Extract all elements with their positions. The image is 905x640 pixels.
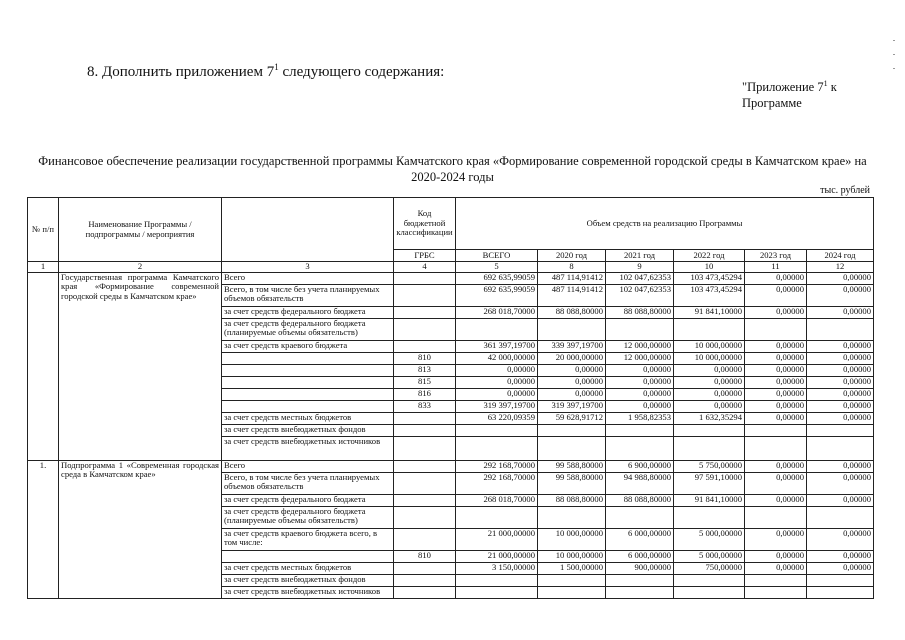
- amount-cell: 292 168,70000: [456, 472, 538, 494]
- amount-cell: [538, 574, 606, 586]
- grbs-code: [394, 506, 456, 528]
- amount-cell: 21 000,00000: [456, 528, 538, 550]
- amount-cell: [674, 424, 745, 436]
- amount-cell: 1 958,82353: [606, 412, 674, 424]
- funding-source-label: Всего: [222, 460, 394, 472]
- funding-source-label: за счет средств внебюджетных источников: [222, 436, 394, 460]
- amount-cell: 900,00000: [606, 562, 674, 574]
- annex-line-1: [742, 76, 837, 95]
- annex-line-2: Программе: [742, 96, 802, 111]
- amount-cell: 292 168,70000: [456, 460, 538, 472]
- unit-label: тыс. рублей: [820, 185, 870, 196]
- heading-superscript: 1: [274, 62, 279, 72]
- amount-cell: 487 114,91412: [538, 284, 606, 306]
- amount-cell: 0,00000: [745, 352, 807, 364]
- amount-cell: 319 397,19700: [538, 400, 606, 412]
- amount-cell: 20 000,00000: [538, 352, 606, 364]
- amount-cell: 0,00000: [745, 306, 807, 318]
- amount-cell: 0,00000: [745, 494, 807, 506]
- amount-cell: 0,00000: [807, 352, 874, 364]
- amount-cell: [745, 574, 807, 586]
- amount-cell: [456, 318, 538, 340]
- funding-source-label: [222, 388, 394, 400]
- amount-cell: [807, 424, 874, 436]
- colnum-cell: 4: [394, 262, 456, 273]
- colnum-cell: 10: [674, 262, 745, 273]
- header-code: Код бюджетной классификации: [394, 198, 456, 250]
- amount-cell: [674, 574, 745, 586]
- grbs-code: [394, 494, 456, 506]
- header-row-1: [28, 198, 874, 250]
- header-grbs: ГРБС: [394, 250, 456, 262]
- amount-cell: 88 088,80000: [606, 306, 674, 318]
- amount-cell: 0,00000: [606, 364, 674, 376]
- amount-cell: 0,00000: [745, 284, 807, 306]
- amount-cell: 0,00000: [745, 528, 807, 550]
- header-2024: 2024 год: [807, 250, 874, 262]
- amount-cell: 0,00000: [807, 364, 874, 376]
- colnum-cell: 8: [538, 262, 606, 273]
- grbs-code: [394, 272, 456, 284]
- amount-cell: [538, 506, 606, 528]
- amount-cell: 6 000,00000: [606, 528, 674, 550]
- amount-cell: [807, 318, 874, 340]
- grbs-code: 815: [394, 376, 456, 388]
- grbs-code: [394, 460, 456, 472]
- amount-cell: 0,00000: [606, 400, 674, 412]
- header-total: ВСЕГО: [456, 250, 538, 262]
- amount-cell: 0,00000: [606, 388, 674, 400]
- amount-cell: [456, 574, 538, 586]
- amount-cell: 0,00000: [745, 364, 807, 376]
- colnum-cell: 3: [222, 262, 394, 273]
- amount-cell: [456, 586, 538, 598]
- heading: [87, 62, 444, 81]
- grbs-code: [394, 562, 456, 574]
- amount-cell: 319 397,19700: [456, 400, 538, 412]
- amount-cell: 1 500,00000: [538, 562, 606, 574]
- amount-cell: [674, 506, 745, 528]
- amount-cell: 0,00000: [745, 376, 807, 388]
- amount-cell: 0,00000: [674, 376, 745, 388]
- header-2021: 2021 год: [606, 250, 674, 262]
- funding-source-label: за счет средств федерального бюджета: [222, 494, 394, 506]
- grbs-code: [394, 412, 456, 424]
- grbs-code: [394, 436, 456, 460]
- amount-cell: 5 000,00000: [674, 528, 745, 550]
- amount-cell: 0,00000: [538, 388, 606, 400]
- amount-cell: 10 000,00000: [674, 340, 745, 352]
- heading-text: 8. Дополнить приложением 7: [87, 64, 275, 80]
- amount-cell: [606, 318, 674, 340]
- amount-cell: 0,00000: [807, 412, 874, 424]
- annex-superscript: 1: [823, 79, 828, 88]
- amount-cell: [674, 318, 745, 340]
- grbs-code: [394, 318, 456, 340]
- amount-cell: 0,00000: [745, 562, 807, 574]
- colnum-cell: 2: [59, 262, 222, 273]
- amount-cell: [606, 436, 674, 460]
- amount-cell: 0,00000: [456, 388, 538, 400]
- amount-cell: 0,00000: [745, 272, 807, 284]
- heading-text-after: следующего содержания:: [278, 64, 445, 80]
- colnum-cell: 5: [456, 262, 538, 273]
- table-body: [28, 272, 874, 598]
- amount-cell: 21 000,00000: [456, 550, 538, 562]
- amount-cell: 692 635,99059: [456, 284, 538, 306]
- amount-cell: [456, 424, 538, 436]
- colnum-cell: 9: [606, 262, 674, 273]
- amount-cell: 99 588,80000: [538, 472, 606, 494]
- header-2023: 2023 год: [745, 250, 807, 262]
- amount-cell: 88 088,80000: [538, 494, 606, 506]
- amount-cell: 0,00000: [745, 388, 807, 400]
- grbs-code: 833: [394, 400, 456, 412]
- header-volume: Объем средств на реализацию Программы: [456, 198, 874, 250]
- amount-cell: [745, 424, 807, 436]
- amount-cell: 0,00000: [807, 494, 874, 506]
- funding-source-label: [222, 376, 394, 388]
- amount-cell: 0,00000: [745, 460, 807, 472]
- amount-cell: [674, 436, 745, 460]
- amount-cell: 0,00000: [674, 400, 745, 412]
- amount-cell: 0,00000: [538, 376, 606, 388]
- amount-cell: 12 000,00000: [606, 340, 674, 352]
- amount-cell: 94 988,80000: [606, 472, 674, 494]
- amount-cell: [606, 586, 674, 598]
- amount-cell: [456, 506, 538, 528]
- amount-cell: [807, 586, 874, 598]
- colnum-cell: 11: [745, 262, 807, 273]
- grbs-code: [394, 574, 456, 586]
- document-title: Финансовое обеспечение реализации государственной программы Камчатского края «Формирование современной городской среды в Камчатском крае» на 2020-2024 годы: [38, 154, 867, 184]
- amount-cell: 0,00000: [538, 364, 606, 376]
- header-num: № п/п: [28, 198, 59, 262]
- section-number: 1.: [28, 460, 59, 598]
- amount-cell: 0,00000: [807, 550, 874, 562]
- grbs-code: 810: [394, 550, 456, 562]
- amount-cell: 5 000,00000: [674, 550, 745, 562]
- amount-cell: 88 088,80000: [606, 494, 674, 506]
- funding-source-label: за счет средств федерального бюджета (планируемые объемы обязательств): [222, 318, 394, 340]
- amount-cell: 0,00000: [456, 376, 538, 388]
- amount-cell: [807, 506, 874, 528]
- amount-cell: [606, 574, 674, 586]
- grbs-code: [394, 340, 456, 352]
- annex-line-1-after: к: [827, 80, 837, 95]
- funding-source-label: за счет средств внебюджетных фондов: [222, 424, 394, 436]
- colnum-cell: 1: [28, 262, 59, 273]
- header-blank: [222, 198, 394, 262]
- grbs-code: 813: [394, 364, 456, 376]
- grbs-code: [394, 424, 456, 436]
- section-name: Подпрограмма 1 «Современная городская среда в Камчатском крае»: [59, 460, 222, 598]
- grbs-code: [394, 306, 456, 318]
- amount-cell: [745, 436, 807, 460]
- funding-source-label: Всего: [222, 272, 394, 284]
- header-name: Наименование Программы / подпрограммы / мероприятия: [59, 198, 222, 262]
- amount-cell: [807, 436, 874, 460]
- amount-cell: 750,00000: [674, 562, 745, 574]
- amount-cell: 0,00000: [745, 400, 807, 412]
- amount-cell: 102 047,62353: [606, 284, 674, 306]
- amount-cell: 487 114,91412: [538, 272, 606, 284]
- funding-source-label: [222, 364, 394, 376]
- amount-cell: 0,00000: [807, 388, 874, 400]
- amount-cell: [538, 436, 606, 460]
- funding-source-label: [222, 400, 394, 412]
- amount-cell: 268 018,70000: [456, 494, 538, 506]
- amount-cell: [674, 586, 745, 598]
- amount-cell: 0,00000: [745, 472, 807, 494]
- annex-line-1-text: "Приложение 7: [742, 80, 824, 95]
- amount-cell: 0,00000: [674, 388, 745, 400]
- amount-cell: [456, 436, 538, 460]
- amount-cell: 10 000,00000: [538, 528, 606, 550]
- amount-cell: [538, 586, 606, 598]
- amount-cell: 339 397,19700: [538, 340, 606, 352]
- amount-cell: 1 632,35294: [674, 412, 745, 424]
- funding-source-label: [222, 550, 394, 562]
- amount-cell: [606, 424, 674, 436]
- amount-cell: 63 220,09359: [456, 412, 538, 424]
- grbs-code: [394, 586, 456, 598]
- amount-cell: 0,00000: [807, 460, 874, 472]
- funding-source-label: [222, 352, 394, 364]
- funding-source-label: за счет средств внебюджетных фондов: [222, 574, 394, 586]
- funding-source-label: за счет средств федерального бюджета (планируемые объемы обязательств): [222, 506, 394, 528]
- amount-cell: 91 841,10000: [674, 494, 745, 506]
- amount-cell: 268 018,70000: [456, 306, 538, 318]
- amount-cell: [745, 586, 807, 598]
- amount-cell: 103 473,45294: [674, 272, 745, 284]
- funding-source-label: за счет средств внебюджетных источников: [222, 586, 394, 598]
- header-2020: 2020 год: [538, 250, 606, 262]
- amount-cell: 0,00000: [807, 400, 874, 412]
- amount-cell: 0,00000: [807, 528, 874, 550]
- amount-cell: [745, 318, 807, 340]
- grbs-code: 816: [394, 388, 456, 400]
- financing-table: [27, 197, 874, 599]
- amount-cell: [538, 318, 606, 340]
- amount-cell: 103 473,45294: [674, 284, 745, 306]
- table-row: [28, 460, 874, 472]
- table-row: [28, 272, 874, 284]
- amount-cell: [745, 506, 807, 528]
- amount-cell: 10 000,00000: [538, 550, 606, 562]
- amount-cell: 0,00000: [674, 364, 745, 376]
- funding-source-label: за счет средств краевого бюджета: [222, 340, 394, 352]
- funding-source-label: Всего, в том числе без учета планируемых объемов обязательств: [222, 284, 394, 306]
- funding-source-label: за счет средств местных бюджетов: [222, 562, 394, 574]
- colnum-cell: 12: [807, 262, 874, 273]
- amount-cell: 0,00000: [807, 306, 874, 318]
- amount-cell: [807, 574, 874, 586]
- amount-cell: [606, 506, 674, 528]
- amount-cell: 0,00000: [745, 550, 807, 562]
- amount-cell: 97 591,10000: [674, 472, 745, 494]
- amount-cell: 0,00000: [807, 284, 874, 306]
- amount-cell: 0,00000: [807, 340, 874, 352]
- annex-label: [742, 76, 837, 111]
- amount-cell: 10 000,00000: [674, 352, 745, 364]
- funding-source-label: за счет средств местных бюджетов: [222, 412, 394, 424]
- section-number: [28, 272, 59, 460]
- grbs-code: [394, 528, 456, 550]
- amount-cell: 6 000,00000: [606, 550, 674, 562]
- header-2022: 2022 год: [674, 250, 745, 262]
- amount-cell: 0,00000: [606, 376, 674, 388]
- amount-cell: 692 635,99059: [456, 272, 538, 284]
- amount-cell: 0,00000: [807, 376, 874, 388]
- amount-cell: 0,00000: [745, 412, 807, 424]
- amount-cell: 0,00000: [807, 562, 874, 574]
- funding-source-label: за счет средств федерального бюджета: [222, 306, 394, 318]
- amount-cell: 99 588,80000: [538, 460, 606, 472]
- amount-cell: 0,00000: [456, 364, 538, 376]
- grbs-code: [394, 472, 456, 494]
- amount-cell: 59 628,91712: [538, 412, 606, 424]
- grbs-code: 810: [394, 352, 456, 364]
- amount-cell: [538, 424, 606, 436]
- amount-cell: 361 397,19700: [456, 340, 538, 352]
- amount-cell: 102 047,62353: [606, 272, 674, 284]
- amount-cell: 0,00000: [745, 340, 807, 352]
- amount-cell: 3 150,00000: [456, 562, 538, 574]
- grbs-code: [394, 284, 456, 306]
- section-name: Государственная программа Камчатского края «Формирование современной городской среды в Камчатском крае»: [59, 272, 222, 460]
- column-number-row: [28, 262, 874, 273]
- funding-source-label: Всего, в том числе без учета планируемых объемов обязательств: [222, 472, 394, 494]
- scan-marks: [889, 30, 895, 70]
- funding-source-label: за счет средств краевого бюджета всего, в том числе:: [222, 528, 394, 550]
- amount-cell: 0,00000: [807, 472, 874, 494]
- amount-cell: 6 900,00000: [606, 460, 674, 472]
- amount-cell: 88 088,80000: [538, 306, 606, 318]
- amount-cell: 91 841,10000: [674, 306, 745, 318]
- amount-cell: 5 750,00000: [674, 460, 745, 472]
- amount-cell: 0,00000: [807, 272, 874, 284]
- amount-cell: 42 000,00000: [456, 352, 538, 364]
- amount-cell: 12 000,00000: [606, 352, 674, 364]
